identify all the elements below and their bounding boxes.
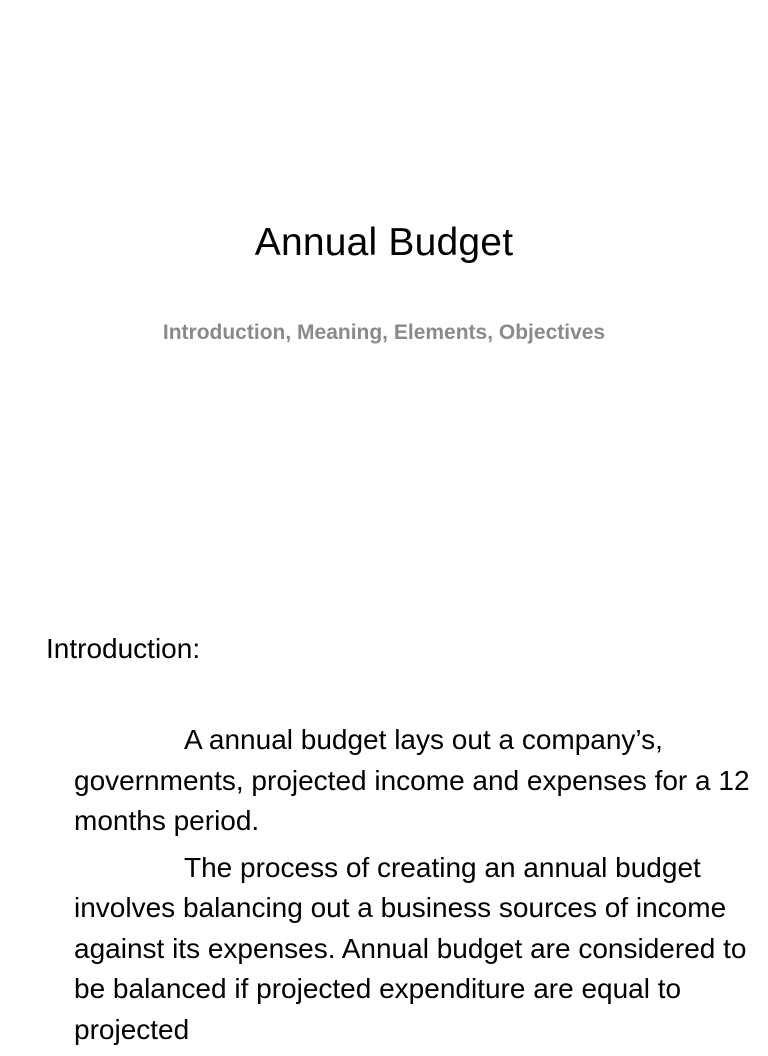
paragraph: A annual budget lays out a company’s, governments, projected income and expenses for a 12 months period. xyxy=(74,724,750,836)
slide-subtitle: Introduction, Meaning, Elements, Objectives xyxy=(162,321,606,344)
slide-title: Annual Budget xyxy=(254,221,514,264)
introduction-slide xyxy=(0,576,768,1045)
section-heading: Introduction: xyxy=(46,633,201,664)
body-text xyxy=(74,720,754,1056)
paragraph: The process of creating an annual budget involves balancing out a business sources of income against its expenses. Annual budget are considered to be balanced if projected expenditure are equal to projected xyxy=(74,851,747,1045)
